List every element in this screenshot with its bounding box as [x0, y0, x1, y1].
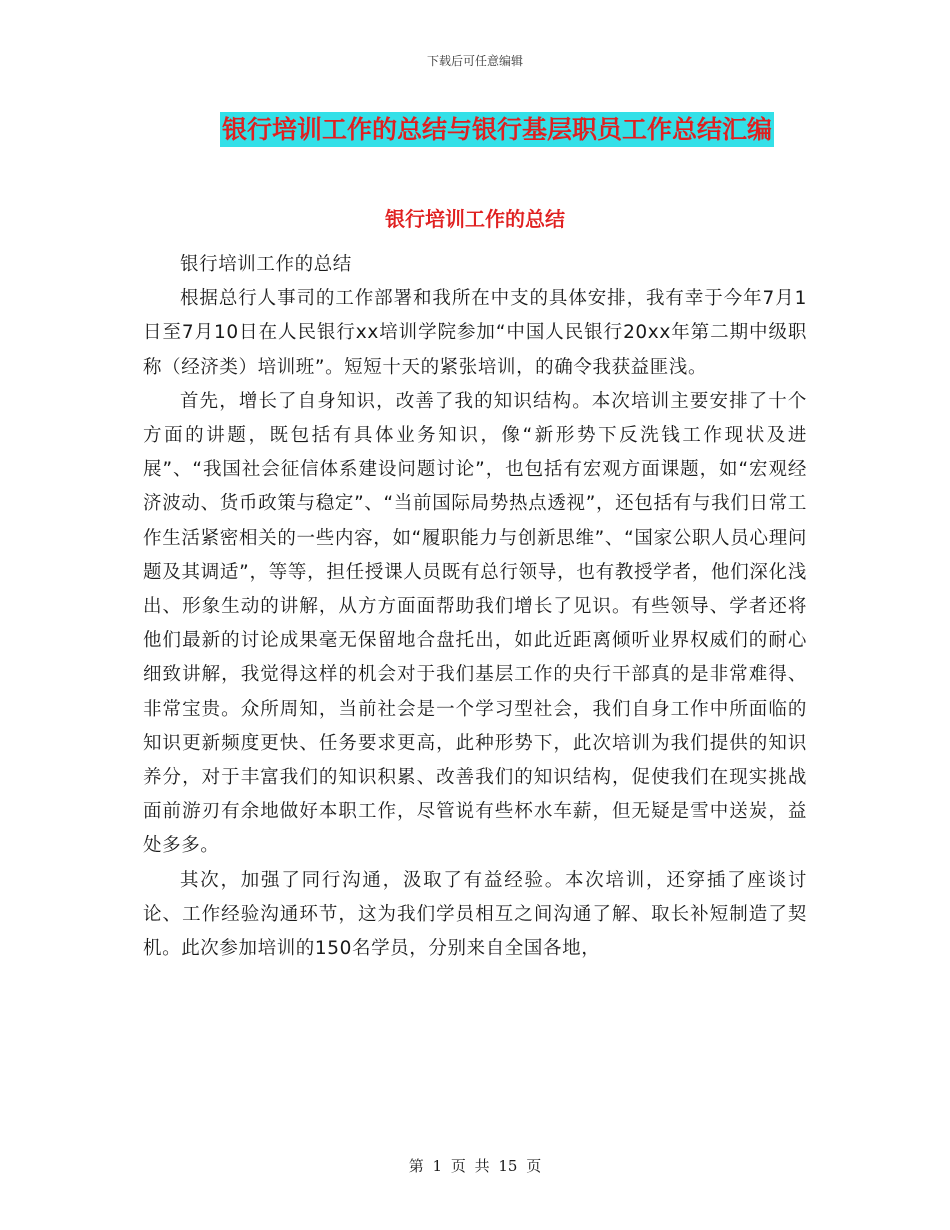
main-title-container [0, 112, 950, 147]
page-header-note: 下载后可任意编辑 [426, 54, 523, 68]
section-title: 银行培训工作的总结 [385, 207, 565, 231]
main-title: 银行培训工作的总结与银行基层职员工作总结汇编 [220, 112, 774, 147]
paragraph: 根据总行人事司的工作部署和我所在中支的具体安排，我有幸于今年7月1日至7月10日在人民银行xx培训学院参加“中国人民银行20xx年第二期中级职称（经济类）培训班”。短短十天的紧张培训，的确令我获益匪浅。 [143, 288, 807, 378]
document-body [143, 248, 807, 966]
paragraph: 其次，加强了同行沟通，汲取了有益经验。本次培训，还穿插了座谈讨论、工作经验沟通环节，这为我们学员相互之间沟通了解、取长补短制造了契机。此次参加培训的150名学员，分别来自全国各地， [143, 869, 807, 960]
page-footer-number: 第 1 页 共 15 页 [408, 1157, 542, 1175]
paragraph: 银行培训工作的总结 [180, 254, 352, 275]
paragraph: 首先，增长了自身知识，改善了我的知识结构。本次培训主要安排了十个方面的讲题，既包括有具体业务知识，像“新形势下反洗钱工作现状及进展”、“我国社会征信体系建设问题讨论”，也包括有宏观方面课题，如“宏观经济波动、货币政策与稳定”、“当前国际局势热点透视”，还包括有与我们日常工作生活紧密相关的一些内容，如“履职能力与创新思维”、“国家公职人员心理问题及其调适”，等等，担任授课人员既有总行领导，也有教授学者，他们深化浅出、形象生动的讲解，从方方面面帮助我们增长了见识。有些领导、学者还将他们最新的讨论成果毫无保留地合盘托出，如此近距离倾听业界权威们的耐心细致讲解，我觉得这样的机会对于我们基层工作的央行干部真的是非常难得、非常宝贵。众所周知，当前社会是一个学习型社会，我们自身工作中所面临的知识更新频度更快、任务要求更高，此种形势下，此次培训为我们提供的知识养分，对于丰富我们的知识积累、改善我们的知识结构，促使我们在现实挑战面前游刃有余地做好本职工作，尽管说有些杯水车薪，但无疑是雪中送炭，益处多多。 [143, 390, 807, 857]
